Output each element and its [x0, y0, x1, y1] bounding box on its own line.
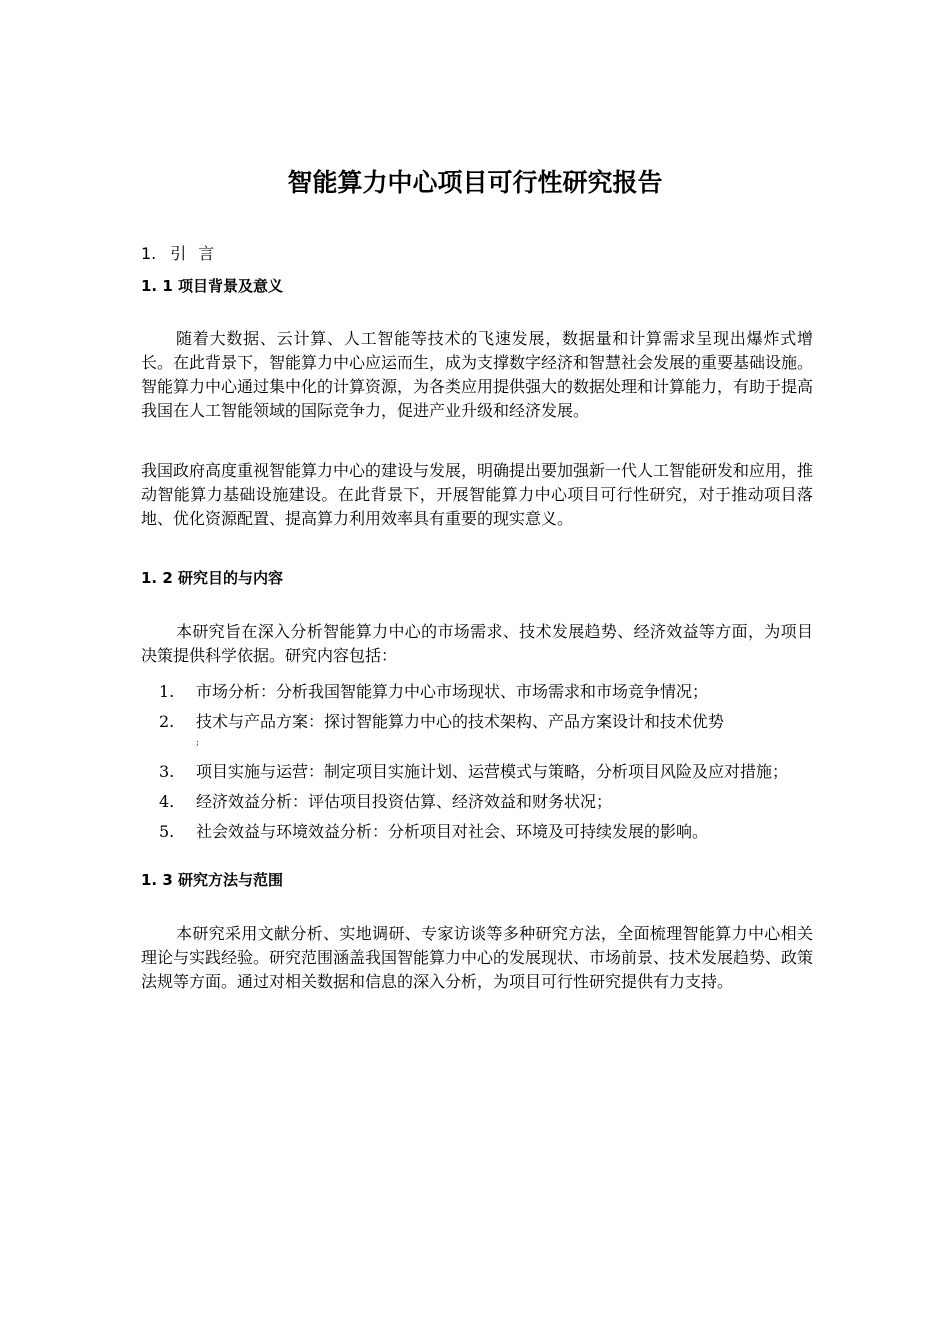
- list-item-tail: ;: [196, 738, 200, 748]
- section-heading-introduction: [141, 242, 226, 266]
- list-item-number: 3.: [159, 762, 175, 781]
- background-paragraph-1: 随着大数据、云计算、人工智能等技术的飞速发展，数据量和计算需求呈现出爆炸式增长。在此背景下，智能算力中心应运而生，成为支撑数字经济和智慧社会发展的重要基础设施。智能算力中心通过集中化的计算资源，为各类应用提供强大的数据处理和计算能力，有助于提高我国在人工智能领域的国际竞争力，促进产业升级和经济发展。: [141, 329, 814, 420]
- list-item: [141, 760, 813, 784]
- list-item-text: 社会效益与环境效益分析：分析项目对社会、环境及可持续发展的影响。: [196, 822, 709, 841]
- section-number: 1.: [141, 244, 157, 263]
- list-item-text: 经济效益分析：评估项目投资估算、经济效益和财务状况；: [196, 792, 613, 811]
- list-item-number: 5.: [159, 822, 175, 841]
- objectives-paragraph: 本研究旨在深入分析智能算力中心的市场需求、技术发展趋势、经济效益等方面，为项目决策提供科学依据。研究内容包括：: [141, 622, 813, 665]
- list-item-number: 2.: [159, 712, 175, 731]
- background-paragraph-2: 我国政府高度重视智能算力中心的建设与发展，明确提出要加强新一代人工智能研发和应用，推动智能算力基础设施建设。在此背景下，开展智能算力中心项目可行性研究，对于推动项目落地、优化资源配置、提高算力利用效率具有重要的现实意义。: [141, 461, 814, 528]
- research-content-list: [141, 680, 813, 850]
- list-item-text: 技术与产品方案：探讨智能算力中心的技术架构、产品方案设计和技术优势: [196, 712, 725, 731]
- subsection-heading-objectives: 1. 2 研究目的与内容: [141, 569, 284, 587]
- document-title: 智能算力中心项目可行性研究报告: [287, 168, 663, 197]
- list-item: [141, 710, 813, 750]
- subsection-heading-background: 1. 1 项目背景及意义: [141, 277, 284, 295]
- list-item: [141, 680, 813, 704]
- methods-paragraph: 本研究采用文献分析、实地调研、专家访谈等多种研究方法，全面梳理智能算力中心相关理论与实践经验。研究范围涵盖我国智能算力中心的发展现状、市场前景、技术发展趋势、政策法规等方面。通过对相关数据和信息的深入分析，为项目可行性研究提供有力支持。: [141, 924, 814, 991]
- list-item-number: 1.: [159, 682, 175, 701]
- list-item: [141, 820, 813, 844]
- list-item-text: 项目实施与运营：制定项目实施计划、运营模式与策略，分析项目风险及应对措施；: [196, 762, 789, 781]
- list-item-number: 4.: [159, 792, 175, 811]
- list-item: [141, 790, 813, 814]
- section-title: 引言: [170, 244, 227, 263]
- subsection-heading-methods: 1. 3 研究方法与范围: [141, 871, 284, 889]
- list-item-text: 市场分析：分析我国智能算力中心市场现状、市场需求和市场竞争情况；: [196, 682, 709, 701]
